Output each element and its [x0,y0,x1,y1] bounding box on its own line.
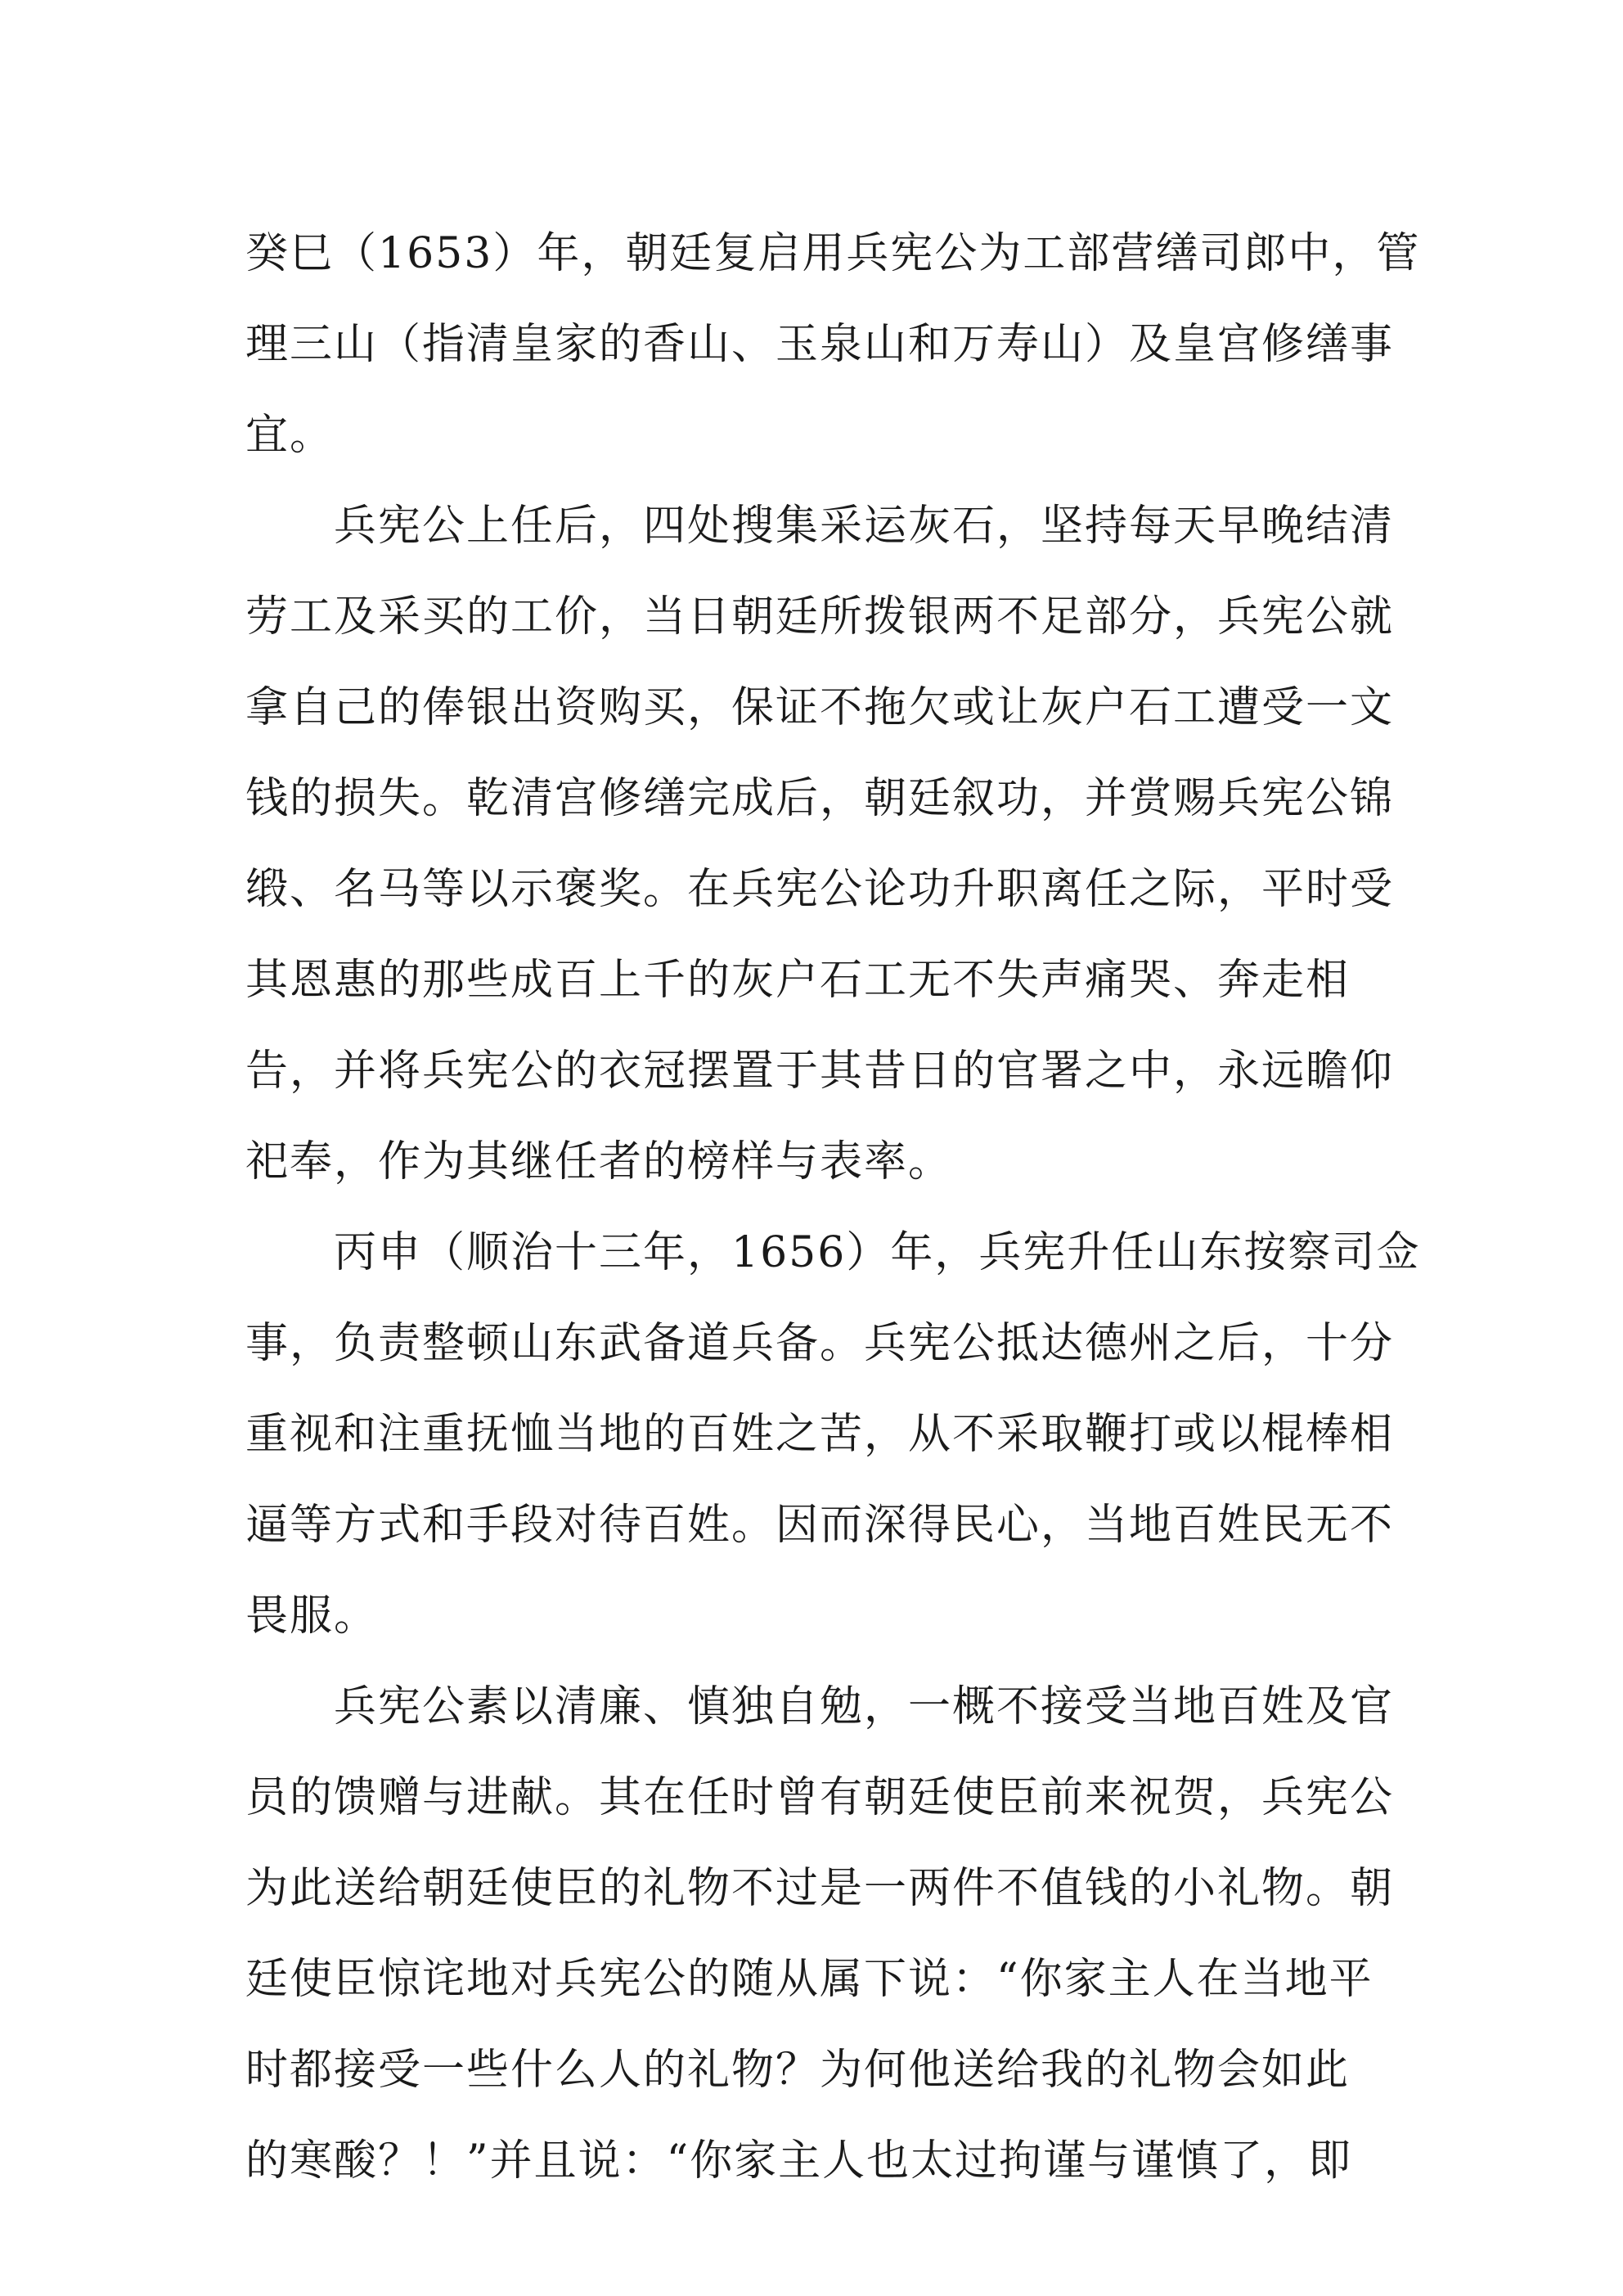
text-line: 拿自己的俸银出资购买，保证不拖欠或让灰户石工遭受一文 [245,683,1395,732]
text-line: 其恩惠的那些成百上千的灰户石工无不失声痛哭、奔走相 [245,956,1351,1005]
text-line: 钱的损失。乾清宫修缮完成后，朝廷叙功，并赏赐兵宪公锦 [245,774,1395,823]
text-line: 劳工及采买的工价，当日朝廷所拨银两不足部分，兵宪公就 [245,592,1395,642]
text-line: 逼等方式和手段对待百姓。因而深得民心，当地百姓民无不 [245,1501,1395,1550]
text-line: 畏服。 [245,1591,379,1641]
paragraph-first-line: 兵宪公素以清廉、慎独自勉，一概不接受当地百姓及官 [334,1682,1395,1731]
text-line: 时都接受一些什么人的礼物？为何他送给我的礼物会如此 [245,2046,1351,2095]
text-line: 祀奉，作为其继任者的榜样与表率。 [245,1137,953,1186]
text-line: 理三山（指清皇家的香山、玉泉山和万寿山）及皇宫修缮事 [245,320,1395,369]
text-line: 事，负责整顿山东武备道兵备。兵宪公抵达德州之后，十分 [245,1319,1395,1368]
paragraph-first-line: 兵宪公上任后，四处搜集采运灰石，坚持每天早晚结清 [334,502,1395,551]
text-line: 重视和注重抚恤当地的百姓之苦，从不采取鞭打或以棍棒相 [245,1410,1395,1459]
document-body [245,209,1421,2207]
text-line: 为此送给朝廷使臣的礼物不过是一两件不值钱的小礼物。朝 [245,1864,1395,1913]
text-line: 告，并将兵宪公的衣冠摆置于其昔日的官署之中，永远瞻仰 [245,1047,1395,1096]
text-line: 廷使臣惊诧地对兵宪公的随从属下说：“你家主人在当地平 [245,1955,1373,2004]
text-line: 员的馈赠与进献。其在任时曾有朝廷使臣前来祝贺，兵宪公 [245,1773,1395,1822]
text-line: 癸巳（1653）年，朝廷复启用兵宪公为工部营缮司郎中，管 [245,229,1421,278]
text-line: 的寒酸？！”并且说：“你家主人也太过拘谨与谨慎了，即 [245,2136,1353,2186]
text-line: 缎、名马等以示褒奖。在兵宪公论功升职离任之际，平时受 [245,865,1395,914]
text-line: 宜。 [245,411,335,460]
paragraph-first-line: 丙申（顺治十三年，1656）年，兵宪升任山东按察司佥 [334,1228,1421,1277]
